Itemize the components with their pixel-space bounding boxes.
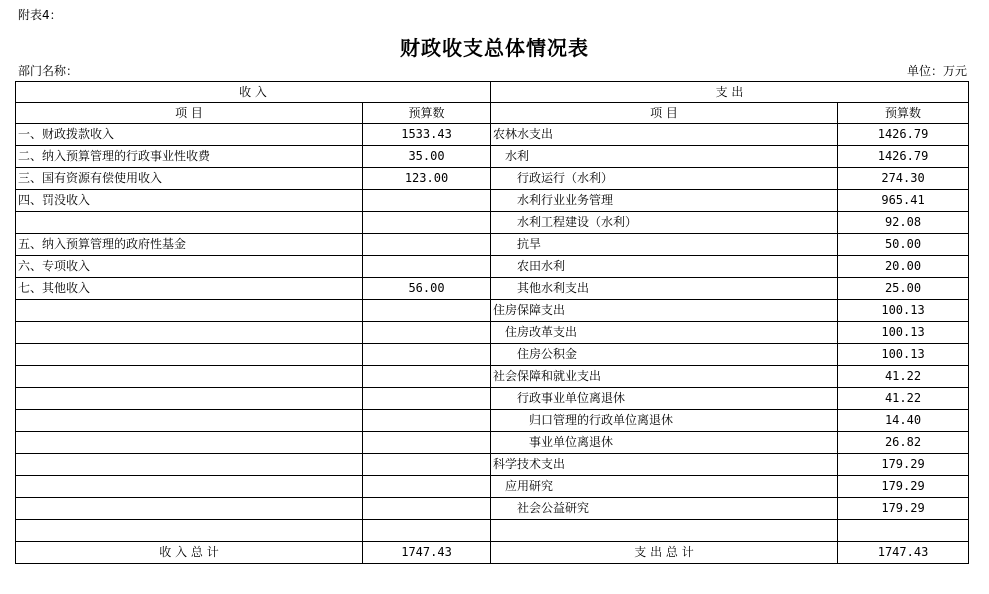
income-item-cell: 一、财政拨款收入 — [16, 124, 363, 146]
expense-amount-cell: 41.22 — [838, 388, 969, 410]
income-amount-cell — [363, 190, 491, 212]
table-row — [16, 432, 969, 454]
expense-item-cell: 应用研究 — [491, 476, 838, 498]
expense-amount-cell: 179.29 — [838, 476, 969, 498]
budget-table — [15, 81, 969, 564]
income-section-header: 收 入 — [16, 82, 491, 103]
table-row — [16, 168, 969, 190]
expense-amount-cell: 25.00 — [838, 278, 969, 300]
income-amount-cell: 1533.43 — [363, 124, 491, 146]
expense-item-header: 项 目 — [491, 103, 838, 124]
expense-item-cell: 科学技术支出 — [491, 454, 838, 476]
expense-amount-cell: 20.00 — [838, 256, 969, 278]
table-row — [16, 278, 969, 300]
expense-amount-cell — [838, 520, 969, 542]
income-budget-header: 预算数 — [363, 103, 491, 124]
expense-amount-cell: 179.29 — [838, 454, 969, 476]
table-row — [16, 124, 969, 146]
income-amount-cell — [363, 344, 491, 366]
income-amount-cell — [363, 432, 491, 454]
expense-item-cell — [491, 520, 838, 542]
table-row — [16, 212, 969, 234]
expense-item-cell: 抗旱 — [491, 234, 838, 256]
expense-total-amount: 1747.43 — [838, 542, 969, 564]
table-row — [16, 322, 969, 344]
table-row — [16, 388, 969, 410]
expense-amount-cell: 100.13 — [838, 344, 969, 366]
income-amount-cell — [363, 212, 491, 234]
expense-item-cell: 住房公积金 — [491, 344, 838, 366]
income-item-cell — [16, 498, 363, 520]
income-amount-cell — [363, 322, 491, 344]
income-total-amount: 1747.43 — [363, 542, 491, 564]
income-amount-cell — [363, 520, 491, 542]
income-item-cell — [16, 388, 363, 410]
expense-amount-cell: 274.30 — [838, 168, 969, 190]
expense-total-label: 支 出 总 计 — [491, 542, 838, 564]
income-amount-cell — [363, 300, 491, 322]
income-amount-cell — [363, 256, 491, 278]
income-item-cell — [16, 476, 363, 498]
expense-item-cell: 事业单位离退休 — [491, 432, 838, 454]
income-item-cell — [16, 410, 363, 432]
expense-amount-cell: 14.40 — [838, 410, 969, 432]
income-item-cell: 六、专项收入 — [16, 256, 363, 278]
income-amount-cell — [363, 366, 491, 388]
expense-item-cell: 其他水利支出 — [491, 278, 838, 300]
income-item-cell — [16, 212, 363, 234]
income-amount-cell — [363, 388, 491, 410]
table-row — [16, 476, 969, 498]
expense-amount-cell: 1426.79 — [838, 146, 969, 168]
table-row — [16, 300, 969, 322]
expense-item-cell: 行政运行（水利） — [491, 168, 838, 190]
income-amount-cell — [363, 454, 491, 476]
income-amount-cell: 35.00 — [363, 146, 491, 168]
expense-amount-cell: 179.29 — [838, 498, 969, 520]
table-row — [16, 498, 969, 520]
expense-item-cell: 农林水支出 — [491, 124, 838, 146]
expense-amount-cell: 26.82 — [838, 432, 969, 454]
unit-label: 单位：万元 — [906, 64, 967, 78]
income-amount-cell: 56.00 — [363, 278, 491, 300]
table-row — [16, 234, 969, 256]
income-item-cell — [16, 300, 363, 322]
income-amount-cell — [363, 410, 491, 432]
table-row — [16, 256, 969, 278]
expense-item-cell: 行政事业单位离退休 — [491, 388, 838, 410]
expense-item-cell: 农田水利 — [491, 256, 838, 278]
expense-amount-cell: 50.00 — [838, 234, 969, 256]
income-item-cell: 四、罚没收入 — [16, 190, 363, 212]
income-total-label: 收 入 总 计 — [16, 542, 363, 564]
expense-item-cell: 社会公益研究 — [491, 498, 838, 520]
table-row — [16, 366, 969, 388]
income-item-cell: 三、国有资源有偿使用收入 — [16, 168, 363, 190]
table-row — [16, 146, 969, 168]
expense-item-cell: 水利工程建设（水利） — [491, 212, 838, 234]
expense-amount-cell: 41.22 — [838, 366, 969, 388]
income-item-cell — [16, 432, 363, 454]
department-label: 部门名称： — [18, 64, 79, 78]
income-amount-cell — [363, 234, 491, 256]
expense-item-cell: 住房改革支出 — [491, 322, 838, 344]
expense-item-cell: 水利 — [491, 146, 838, 168]
expense-item-cell: 社会保障和就业支出 — [491, 366, 838, 388]
expense-amount-cell: 100.13 — [838, 300, 969, 322]
totals-row — [16, 542, 969, 564]
table-section-header-row — [16, 82, 969, 103]
income-amount-cell — [363, 476, 491, 498]
expense-amount-cell: 965.41 — [838, 190, 969, 212]
expense-budget-header: 预算数 — [838, 103, 969, 124]
expense-item-cell: 住房保障支出 — [491, 300, 838, 322]
table-row — [16, 190, 969, 212]
expense-section-header: 支 出 — [491, 82, 969, 103]
income-item-cell: 七、其他收入 — [16, 278, 363, 300]
income-item-cell — [16, 344, 363, 366]
income-item-header: 项 目 — [16, 103, 363, 124]
income-amount-cell — [363, 498, 491, 520]
attachment-note: 附表4： — [18, 8, 62, 22]
expense-amount-cell: 1426.79 — [838, 124, 969, 146]
table-row — [16, 454, 969, 476]
income-item-cell: 五、纳入预算管理的政府性基金 — [16, 234, 363, 256]
expense-amount-cell: 92.08 — [838, 212, 969, 234]
income-item-cell — [16, 454, 363, 476]
income-amount-cell: 123.00 — [363, 168, 491, 190]
table-column-header-row — [16, 103, 969, 124]
expense-amount-cell: 100.13 — [838, 322, 969, 344]
page-title: 财政收支总体情况表 — [400, 36, 589, 60]
table-row — [16, 344, 969, 366]
income-item-cell — [16, 322, 363, 344]
table-row — [16, 520, 969, 542]
income-item-cell: 二、纳入预算管理的行政事业性收费 — [16, 146, 363, 168]
expense-item-cell: 水利行业业务管理 — [491, 190, 838, 212]
income-item-cell — [16, 520, 363, 542]
table-row — [16, 410, 969, 432]
income-item-cell — [16, 366, 363, 388]
expense-item-cell: 归口管理的行政单位离退休 — [491, 410, 838, 432]
